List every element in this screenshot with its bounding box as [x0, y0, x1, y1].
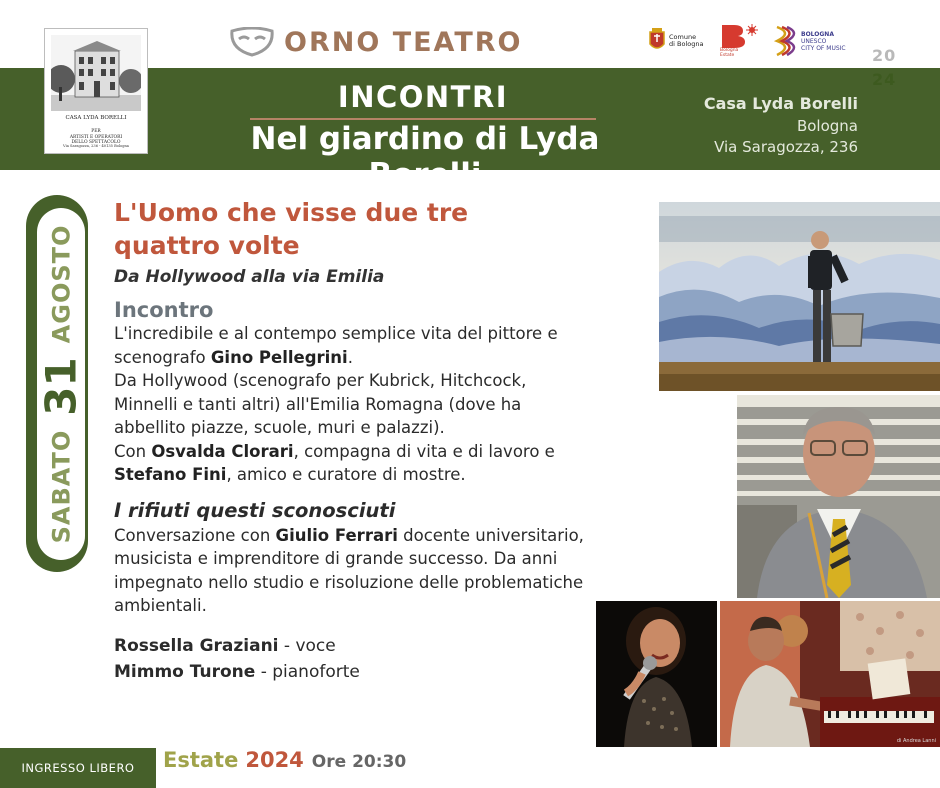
event-title: L'Uomo che visse due tre quattro volte: [114, 198, 469, 260]
event-description-3: Con Osvalda Clorari, compagna di vita e di lavoro e Stefano Fini, amico e curatore di mostre.: [114, 441, 555, 484]
logo-caption-name: CASA LYDA BORELLI: [65, 115, 127, 121]
performer-item: Mimmo Turone - pianoforte: [114, 661, 360, 682]
logo-caption-sub: PER ARTISTI E OPERATORI DELLO SPETTACOLO: [69, 129, 123, 145]
event-description-2: Da Hollywood (scenografo per Kubrick, Hitchcock, Minnelli e tanti altri) all'Emilia Romagna (dove ha abbellito piazze, scuole, muri e palazzi).: [114, 371, 527, 437]
performers-list: [114, 633, 592, 685]
casa-borelli-logo: [44, 28, 148, 154]
unesco-city-of-music-logo: BOLOGNA UNESCO CITY OF MUSIC: [773, 24, 846, 58]
second-talk-description: Conversazione con Giulio Ferrari docente universitario, musicista e imprenditore di grande successo. Da anni impegnato nello studio e risoluzione delle problematiche ambientali.: [114, 525, 584, 615]
date-month: AGOSTO: [47, 224, 75, 344]
event-date: [37, 225, 86, 544]
performer-item: Rossella Graziani - voce: [114, 635, 336, 656]
free-entry-badge: INGRESSO LIBERO: [0, 748, 156, 788]
logo-caption-address: Via Saragozza, 236 - 40135 Bologna: [63, 144, 129, 148]
venue-name: Casa Lyda Borelli: [703, 94, 858, 113]
coat-of-arms-icon: [648, 28, 666, 54]
event-kind: Incontro: [114, 298, 214, 322]
footer-time: Ore 20:30: [311, 752, 407, 772]
event-description-1: L'incredibile e al contempo semplice vita del pittore e scenografo Gino Pellegrini.: [114, 324, 558, 367]
venue-address: Via Saragozza, 236: [714, 138, 858, 156]
bologna-estate-b-icon: [720, 24, 758, 48]
name-stefano-fini: Stefano Fini: [114, 465, 227, 484]
name-osvalda-clorari: Osvalda Clorari: [151, 441, 294, 461]
footer-schedule: [163, 748, 406, 772]
date-weekday: SABATO: [47, 429, 75, 544]
comune-di-bologna-logo: Comune di Bologna: [648, 24, 703, 58]
band-title: INCONTRI: [337, 80, 509, 114]
second-talk-title: I rifiuti questi sconosciuti: [114, 498, 396, 522]
bologna-estate-logo: Bologna Estate: [720, 24, 758, 58]
event-subtitle: Da Hollywood alla via Emilia: [114, 267, 385, 287]
name-gino-pellegrini: Gino Pellegrini: [210, 347, 348, 367]
brand-title: ORNO TEATRO: [284, 26, 523, 58]
year-badge-top: 20: [872, 46, 897, 65]
photo-painter-on-ice-set: [659, 202, 940, 391]
footer-estate: Estate: [163, 748, 239, 772]
villa-illustration: [51, 35, 141, 111]
venue-city: Bologna: [796, 117, 858, 135]
band-subtitle: Nel giardino di Lyda Borelli: [250, 121, 600, 193]
photo-credit: di Andrea Lanni: [896, 738, 936, 744]
orno-teatro-brand: [230, 25, 523, 59]
band-divider: [250, 118, 596, 120]
photo-giulio-ferrari: [737, 395, 940, 598]
date-day: 31: [36, 357, 86, 416]
photo-singer-rossella-graziani: [596, 601, 717, 747]
photo-pianist-mimmo-turone: [720, 601, 940, 747]
theatre-mask-icon: [230, 27, 274, 57]
event-content: [114, 196, 592, 685]
music-note-logo-icon: [773, 25, 797, 57]
name-giulio-ferrari: Giulio Ferrari: [275, 525, 398, 545]
year-badge-bottom: 24: [872, 70, 897, 89]
footer-year: 2024: [245, 748, 304, 772]
